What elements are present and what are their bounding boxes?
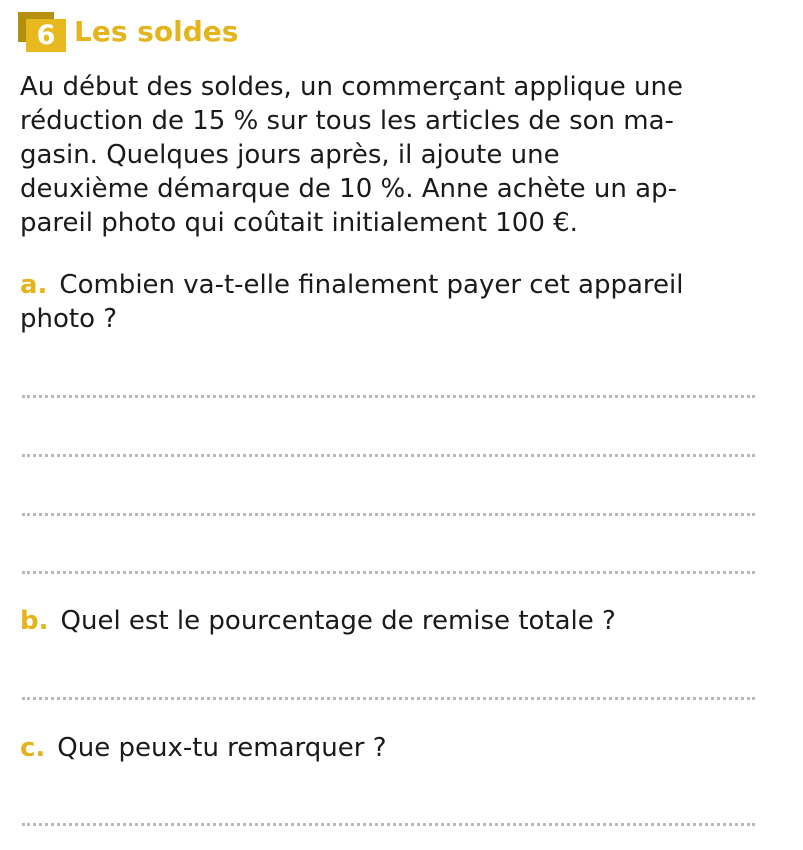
question-b — [20, 604, 790, 638]
question-a-text: Combien va-t-elle finalement payer cet appareil — [59, 270, 684, 300]
statement-line: pareil photo qui coûtait initialement 100 €. — [20, 208, 578, 238]
question-b-line-1 — [20, 604, 790, 638]
answer-line-a-4[interactable] — [22, 571, 755, 574]
exercise-title: Les soldes — [74, 15, 239, 48]
exercise-header — [18, 12, 238, 52]
question-b-text: Quel est le pourcentage de remise totale ? — [60, 606, 616, 636]
answer-line-a-1[interactable] — [22, 395, 755, 398]
question-a — [20, 268, 790, 336]
statement-line: Au début des soldes, un commerçant applique une — [20, 72, 683, 102]
question-b-letter: b. — [20, 606, 49, 636]
question-c-letter: c. — [20, 733, 46, 763]
question-c-line-1 — [20, 731, 790, 765]
statement-line: réduction de 15 % sur tous les articles de son ma- — [20, 106, 674, 136]
answer-line-b-1[interactable] — [22, 697, 755, 700]
question-a-line-1 — [20, 268, 790, 302]
answer-line-a-2[interactable] — [22, 454, 755, 457]
question-c — [20, 731, 790, 765]
question-a-letter: a. — [20, 270, 48, 300]
exercise-number: 6 — [26, 19, 66, 52]
answer-line-c-1[interactable] — [22, 823, 755, 826]
answer-line-a-3[interactable] — [22, 513, 755, 516]
statement-line: deuxième démarque de 10 %. Anne achète un ap- — [20, 174, 677, 204]
statement-line: gasin. Quelques jours après, il ajoute une — [20, 140, 560, 170]
exercise-statement — [20, 70, 790, 240]
exercise-number-badge — [18, 12, 66, 52]
question-c-text: Que peux-tu remarquer ? — [57, 733, 387, 763]
question-a-line-2: photo ? — [20, 304, 118, 334]
